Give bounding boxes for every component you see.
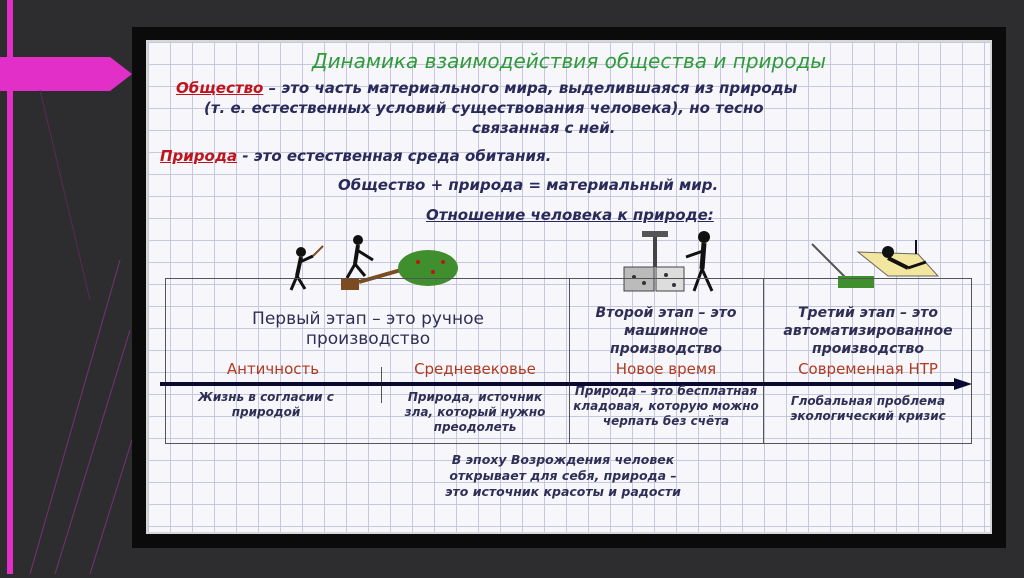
note-antiquity: Жизнь в согласии с природой <box>198 390 334 419</box>
left-accent-decoration <box>0 0 132 574</box>
nature-def: - это естественная среда обитания. <box>237 147 552 165</box>
era-middle-ages: Средневековье <box>414 360 536 378</box>
society-definition <box>176 78 976 138</box>
stage-1-label: Первый этап – это ручное производство <box>252 309 484 349</box>
era-antiquity: Античность <box>226 360 320 378</box>
society-def-line2: (т. е. естественных условий существования человека), но тесно <box>204 99 764 117</box>
note-scientific-revolution: Глобальная проблема экологический кризис <box>790 394 946 423</box>
era-modern-times: Новое время <box>615 360 717 378</box>
renaissance-note: В эпоху Возрождения человек открывает для себя, природа – это источник красоты и радости <box>445 452 681 499</box>
relation-heading: Отношение человека к природе: <box>426 206 714 224</box>
society-def-line1: – это часть материального мира, выделившаяся из природы <box>263 79 798 97</box>
note-modern-times: Природа – это бесплатная кладовая, которую можно черпать без счёта <box>573 384 759 428</box>
society-term: Общество <box>176 79 264 97</box>
woodcutters-tree-icon <box>283 232 463 294</box>
machine-worker-icon <box>614 227 724 299</box>
stage-3-label: Третий этап – это автоматизированное производство <box>783 305 953 357</box>
society-def-line3: связанная с ней. <box>472 119 616 137</box>
table-left-border <box>165 278 166 444</box>
era-scientific-revolution: Современная НТР <box>798 360 938 378</box>
table-right-border <box>971 278 972 444</box>
automation-relax-icon <box>808 232 948 294</box>
timeline-arrow <box>160 376 972 390</box>
slide-title: Динамика взаимодействия общества и природы <box>311 49 827 73</box>
stage-2-label: Второй этап – это машинное производство <box>595 305 737 357</box>
slide-content <box>146 40 992 534</box>
note-middle-ages: Природа, источник зла, который нужно преодолеть <box>404 390 546 434</box>
formula-text: Общество + природа = материальный мир. <box>338 176 719 194</box>
nature-term: Природа <box>160 147 238 165</box>
nature-definition <box>160 147 551 165</box>
